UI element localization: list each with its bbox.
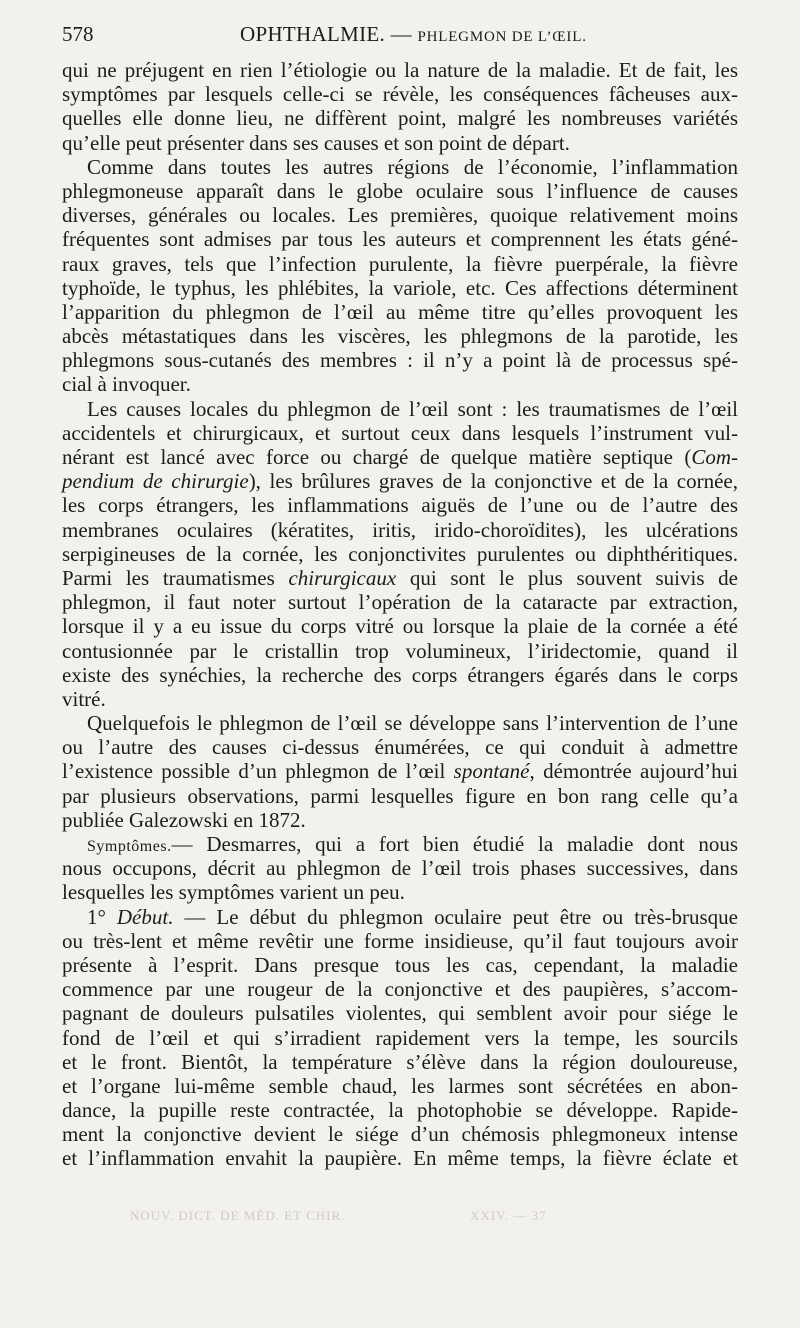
paragraph (62, 832, 738, 905)
text-line: par plusieurs observations, parmi lesquelles figure en bon rang celle qu’a (62, 783, 738, 808)
text-line: phlegmons sous-cutanés des membres : il n’y a point là de processus spé- (62, 348, 738, 373)
text-run: l’existence possible d’un phlegmon de l’œil (62, 759, 454, 784)
text-line: ou l’autre des causes ci-dessus énumérées, ce qui conduit à admettre (62, 735, 738, 760)
text-line: membranes oculaires (kératites, iritis, irido-choroïdites), les ulcérations (62, 517, 738, 542)
text-line: ment la conjonctive devient le siége d’un chémosis phlegmoneux intense (62, 1122, 738, 1147)
text-line: dance, la pupille reste contractée, la photophobie se développe. Rapide- (62, 1098, 738, 1123)
running-header (62, 22, 738, 52)
text-run: , démontrée aujourd’hui (529, 759, 738, 784)
text-line: Comme dans toutes les autres régions de l’économie, l’inflammation (87, 154, 738, 179)
paragraph (62, 711, 738, 832)
text-line: fond de l’œil et qui s’irradient rapidement vers la tempe, les sourcils (62, 1025, 738, 1050)
text-line (62, 759, 738, 783)
text-line: et l’inflammation envahit la paupière. En même temps, la fièvre éclate et (62, 1146, 738, 1171)
text-run: Parmi les traumatismes (62, 565, 289, 590)
text-line: existe des synéchies, la recherche des corps étrangers égarés dans le corps (62, 662, 738, 687)
footer-source: NOUV. DICT. DE MÉD. ET CHIR. (130, 1208, 346, 1223)
page-number: 578 (62, 22, 94, 46)
text-line: abcès métastatiques dans les viscères, les phlegmons de la parotide, les (62, 324, 738, 349)
title-sub: PHLEGMON DE L’ŒIL. (417, 29, 587, 45)
text-line: publiée Galezowski en 1872. (62, 807, 306, 832)
text-line: phlegmoneuse apparaît dans le globe oculaire sous l’influence de causes (62, 178, 738, 203)
text-line: pagnant de douleurs pulsatiles violentes, qui semblent avoir pour siége le (62, 1001, 738, 1026)
subsection-heading: Début. (116, 904, 174, 929)
text-line: présente à l’esprit. Dans presque tous les cas, cependant, la maladie (62, 952, 738, 977)
text-line (62, 469, 738, 493)
emphasis-italic: spontané (453, 759, 530, 784)
text-line: nous occupons, décrit au phlegmon de l’œil trois phases successives, dans (62, 856, 738, 881)
footer-signature: XXIV. — 37 (470, 1208, 547, 1223)
text-line: qui ne préjugent en rien l’étiologie ou la nature de la maladie. Et de fait, les (62, 58, 738, 82)
section-heading: Symptômes. (87, 838, 172, 855)
text-line: et l’organe lui-même semble chaud, les larmes sont sécrétées en abon- (62, 1073, 738, 1098)
paragraph (62, 905, 738, 1171)
text-line: symptômes par lesquels celle-ci se révèle, les conséquences fâcheuses aux- (62, 82, 738, 107)
text-line (62, 445, 738, 469)
body-text (62, 58, 738, 1171)
text-line: l’apparition du phlegmon de l’œil au même titre qu’elles provoquent les (62, 299, 738, 324)
citation-italic: Com- (691, 445, 738, 469)
text-line: accidentels et chirurgicaux, et surtout ceux dans lesquels l’instrument vul- (62, 420, 738, 445)
paragraph (62, 58, 738, 155)
text-line: serpigineuses de la cornée, les conjonctivites purulentes ou diphthéritiques. (62, 541, 738, 566)
text-line: diverses, générales ou locales. Les premières, quoique relativement moins (62, 203, 738, 228)
text-line (62, 832, 738, 856)
text-line: lesquelles les symptômes varient un peu. (62, 880, 405, 905)
paragraph (62, 155, 738, 397)
text-line: ou très-lent et même revêtir une forme insidieuse, qu’il faut toujours avoir (62, 928, 738, 953)
text-line: cial à invoquer. (62, 372, 191, 397)
citation-italic: pendium de chirurgie (62, 469, 249, 494)
text-line: lorsque il y a eu issue du corps vitré ou lorsque la plaie de la cornée a été (62, 614, 738, 639)
title-main: OPHTHALMIE. (240, 22, 386, 46)
text-line: contusionnée par le cristallin trop volumineux, l’iridectomie, quand il (62, 638, 738, 663)
text-line (62, 905, 738, 929)
text-run: ), les brûlures graves de la conjonctive et de la cornée, (248, 469, 738, 494)
text-run: 1° (87, 904, 117, 929)
running-title (240, 22, 587, 47)
text-line: vitré. (62, 686, 106, 711)
text-line: et le front. Bientôt, la température s’élève dans la région douloureuse, (62, 1049, 738, 1074)
text-line: qu’elle peut présenter dans ses causes et son point de départ. (62, 130, 570, 155)
text-line (62, 566, 738, 590)
text-run: nérant est lancé avec force ou chargé de quelque matière septique ( (62, 445, 692, 469)
text-line: les corps étrangers, les inflammations aiguës de l’une ou de l’autre des (62, 493, 738, 518)
emphasis-italic: chirurgicaux (288, 565, 397, 590)
text-line: Quelquefois le phlegmon de l’œil se développe sans l’intervention de l’une (87, 711, 738, 736)
text-line: quelles elle donne lieu, ne diffèrent point, malgré les nombreuses variétés (62, 106, 738, 131)
paragraph (62, 397, 738, 711)
text-run: qui sont le plus souvent suivis de (396, 565, 738, 590)
text-line: Les causes locales du phlegmon de l’œil sont : les traumatismes de l’œil (87, 396, 738, 421)
text-run: — Desmarres, qui a fort bien étudié la maladie dont nous (171, 832, 738, 856)
title-dash: — (390, 22, 412, 46)
text-line: phlegmon, il faut noter surtout l’opération de la cataracte par extraction, (62, 590, 738, 615)
text-line: raux graves, tels que l’infection purulente, la fièvre puerpérale, la fièvre (62, 251, 738, 276)
text-line: typhoïde, le typhus, les phlébites, la variole, etc. Ces affections déterminent (62, 275, 738, 300)
text-line: fréquentes sont admises par tous les auteurs et comprennent les états géné- (62, 227, 738, 252)
text-run: — Le début du phlegmon oculaire peut être ou très-brusque (173, 904, 738, 929)
text-line: commence par une rougeur de la conjonctive et des paupières, s’accom- (62, 977, 738, 1002)
